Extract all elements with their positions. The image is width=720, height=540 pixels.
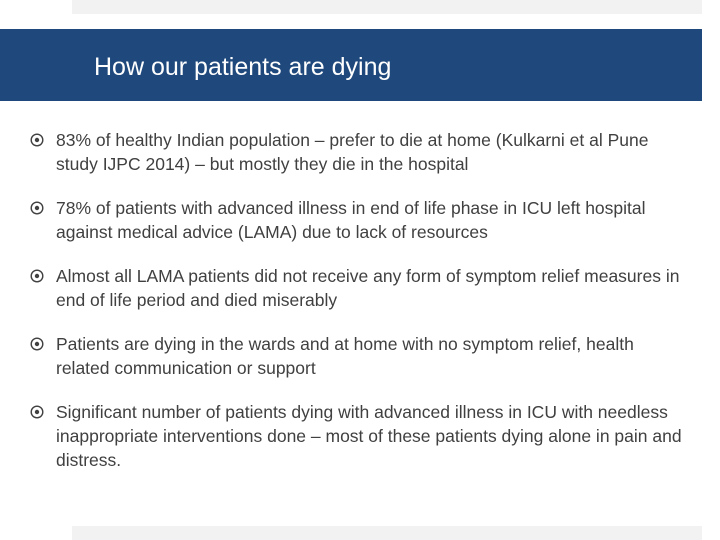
bullet-text: Almost all LAMA patients did not receive any form of symptom relief measures in end of life period and died miserably (56, 266, 680, 310)
bullet-item (30, 128, 690, 176)
target-bullet-icon (30, 269, 44, 283)
target-bullet-icon (30, 405, 44, 419)
bullet-list (30, 128, 690, 472)
slide-title: How our patients are dying (94, 53, 392, 81)
top-decorative-strip (72, 0, 702, 14)
bullet-item (30, 332, 690, 380)
bullet-text: 83% of healthy Indian population – prefer to die at home (Kulkarni et al Pune study IJPC 2014) – but mostly they die in the hospital (56, 130, 649, 174)
bullet-text: Patients are dying in the wards and at home with no symptom relief, health related communication or support (56, 334, 634, 378)
target-bullet-icon (30, 133, 44, 147)
bullet-item (30, 400, 690, 472)
bullet-text: Significant number of patients dying with advanced illness in ICU with needless inappropriate interventions done – most of these patients dying alone in pain and distress. (56, 402, 682, 470)
bottom-decorative-strip (72, 526, 702, 540)
bullet-item (30, 264, 690, 312)
bullet-item (30, 196, 690, 244)
target-bullet-icon (30, 201, 44, 215)
target-bullet-icon (30, 337, 44, 351)
bullet-text: 78% of patients with advanced illness in end of life phase in ICU left hospital against medical advice (LAMA) due to lack of resources (56, 198, 646, 242)
